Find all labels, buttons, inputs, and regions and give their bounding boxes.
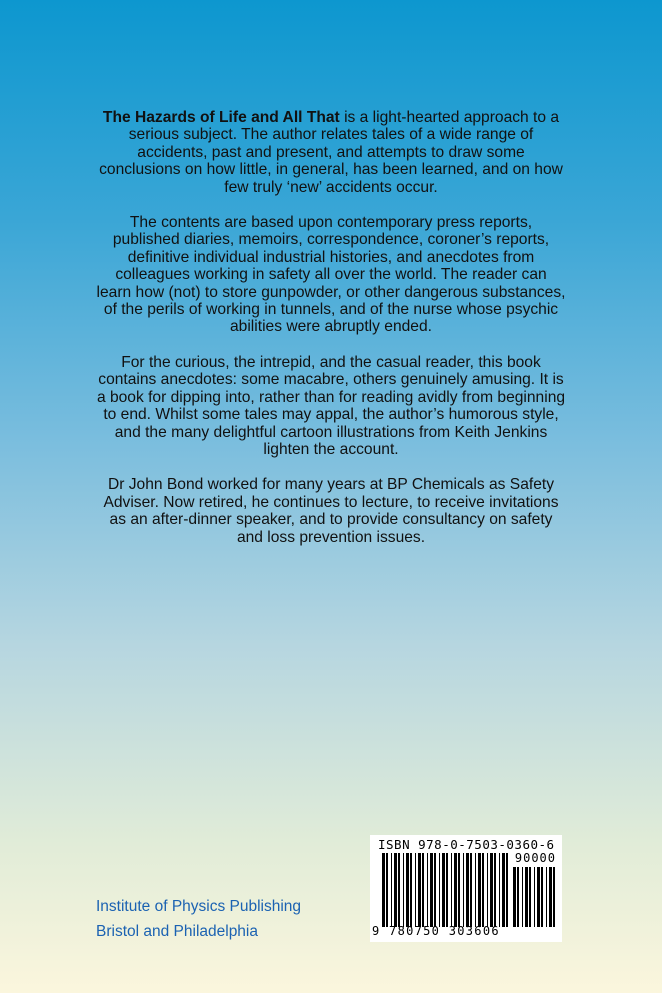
barcode-bar	[513, 867, 516, 927]
barcode-bar	[534, 867, 535, 927]
publisher-name: Institute of Physics Publishing	[96, 898, 302, 915]
book-title: The Hazards of Life and All That	[102, 109, 340, 126]
publisher-info	[96, 894, 301, 944]
barcode-bar	[499, 853, 500, 927]
barcode-bar	[446, 853, 448, 927]
barcode-bar	[529, 867, 531, 927]
barcode-bar	[398, 853, 400, 927]
barcode-bar	[541, 867, 543, 927]
barcode-bar	[475, 853, 476, 927]
price-code: 90000	[514, 851, 556, 865]
barcode-bar	[410, 853, 412, 927]
barcode-bar	[482, 853, 484, 927]
barcode-bar	[522, 867, 523, 927]
barcode-bar	[415, 853, 416, 927]
barcode-bar	[403, 853, 404, 927]
barcode-digits: 9 780750 303606	[372, 924, 500, 938]
barcode-bar	[478, 853, 481, 927]
barcode-bar	[430, 853, 433, 927]
barcode-bar	[418, 853, 421, 927]
barcode-bar	[490, 853, 493, 927]
isbn-number: ISBN 978-0-7503-0360-6	[378, 837, 555, 852]
barcode-bar	[394, 853, 397, 927]
barcode-bar	[382, 853, 385, 927]
barcode-bar	[442, 853, 445, 927]
barcode-bar	[434, 853, 436, 927]
barcode-bar	[506, 853, 508, 927]
publisher-location: Bristol and Philadelphia	[96, 923, 258, 940]
barcode-bar	[549, 867, 552, 927]
barcode-bar	[422, 853, 424, 927]
barcode-bar	[454, 853, 457, 927]
blurb-paragraph-1-text: is a light-hearted approach to a serious subject. The author relates tales of a wide range of accidents, past and present, and attempts to draw some conclusions on how little, in general, has been learned, and on how few truly ‘new’ accidents occur.	[99, 109, 563, 196]
barcode-bar	[525, 867, 528, 927]
barcode-bar	[470, 853, 472, 927]
barcode-bar	[386, 853, 388, 927]
barcode-bar	[537, 867, 540, 927]
barcode-bar	[487, 853, 488, 927]
isbn-barcode	[370, 835, 562, 942]
barcode-bar	[494, 853, 496, 927]
blurb-paragraph-2: The contents are based upon contemporary press reports, published diaries, memoirs, correspondence, coroner’s reports, definitive individual industrial histories, and anecdotes from colleagues working in safety all over the world. The reader can learn how (not) to store gunpowder, or other dangerous substances, of the perils of working in tunnels, and of the nurse whose psychic abilities were abruptly ended.	[96, 214, 566, 336]
barcode-bar	[458, 853, 460, 927]
barcode-bar	[553, 867, 555, 927]
barcode-bar	[427, 853, 428, 927]
barcode-bar	[463, 853, 464, 927]
barcode-bar	[466, 853, 469, 927]
barcode-bar	[406, 853, 409, 927]
barcode-bar	[439, 853, 440, 927]
back-cover-blurb	[96, 109, 566, 564]
author-bio: Dr John Bond worked for many years at BP Chemicals as Safety Adviser. Now retired, he continues to lecture, to receive invitations as an after-dinner speaker, and to provide consultancy on safety and loss prevention issues.	[103, 476, 559, 546]
barcode-bar	[517, 867, 519, 927]
barcode-bar	[451, 853, 452, 927]
blurb-paragraph-1	[96, 109, 566, 196]
barcode-bar	[391, 853, 392, 927]
barcode-bar	[546, 867, 547, 927]
barcode-bar	[502, 853, 505, 927]
blurb-paragraph-3: For the curious, the intrepid, and the casual reader, this book contains anecdotes: some macabre, others genuinely amusing. It is a book for dipping into, rather than for reading avidly from beginning to end. Whilst some tales may appal, the author’s humorous style, and the many delightful cartoon illustrations from Keith Jenkins lighten the account.	[96, 353, 566, 458]
